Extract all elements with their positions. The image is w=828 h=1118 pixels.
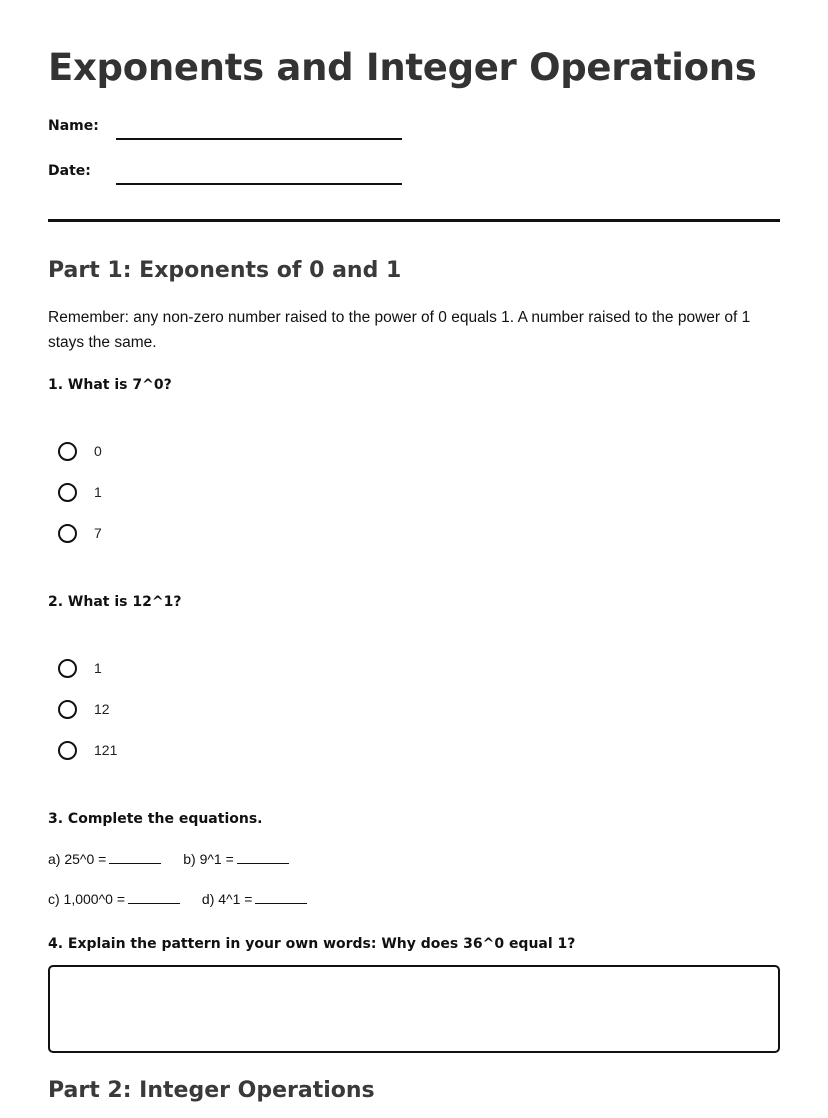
option-label: 1 (94, 484, 102, 500)
equation-b-label: b) 9^1 = (183, 851, 234, 867)
radio-button[interactable] (58, 700, 77, 719)
part1-intro: Remember: any non-zero number raised to the power of 0 equals 1. A number raised to the power of 1 stays the same. (48, 309, 751, 351)
q1-option-2[interactable] (58, 520, 102, 546)
question-4: 4. Explain the pattern in your own words: Why does 36^0 equal 1? (48, 936, 576, 952)
q1-option-1[interactable] (58, 479, 102, 505)
name-label: Name: (48, 118, 99, 134)
option-label: 121 (94, 742, 118, 758)
equation-b (183, 851, 289, 867)
name-input[interactable] (116, 118, 402, 140)
option-label: 1 (94, 660, 102, 676)
q2-option-0[interactable] (58, 655, 102, 681)
question-2: 2. What is 12^1? (48, 594, 182, 610)
equation-a-label: a) 25^0 = (48, 851, 107, 867)
part2-title: Part 2: Integer Operations (48, 1078, 375, 1103)
answer-blank[interactable] (237, 851, 289, 864)
date-field-row (48, 163, 408, 187)
equation-d (202, 891, 308, 907)
radio-button[interactable] (58, 483, 77, 502)
option-label: 7 (94, 525, 102, 541)
answer-blank[interactable] (128, 891, 180, 904)
header-divider (48, 219, 780, 222)
question-1: 1. What is 7^0? (48, 377, 172, 393)
equation-d-label: d) 4^1 = (201, 891, 253, 907)
date-input[interactable] (116, 163, 402, 185)
equation-row-1 (48, 851, 289, 867)
equation-c (48, 891, 180, 907)
option-label: 12 (94, 701, 110, 717)
date-label: Date: (48, 163, 91, 179)
q2-option-2[interactable] (58, 737, 117, 763)
radio-button[interactable] (58, 741, 77, 760)
equation-row-2 (48, 891, 307, 907)
question-3: 3. Complete the equations. (48, 811, 263, 827)
answer-blank[interactable] (109, 851, 161, 864)
part1-title: Part 1: Exponents of 0 and 1 (48, 258, 402, 283)
answer-blank[interactable] (255, 891, 307, 904)
q2-option-1[interactable] (58, 696, 110, 722)
explanation-textarea[interactable] (48, 965, 780, 1053)
radio-button[interactable] (58, 524, 77, 543)
name-field-row (48, 118, 408, 142)
equation-a (48, 851, 161, 867)
option-label: 0 (94, 443, 102, 459)
q1-option-0[interactable] (58, 438, 102, 464)
page-title: Exponents and Integer Operations (48, 46, 757, 89)
radio-button[interactable] (58, 659, 77, 678)
radio-button[interactable] (58, 442, 77, 461)
equation-c-label: c) 1,000^0 = (48, 891, 126, 907)
